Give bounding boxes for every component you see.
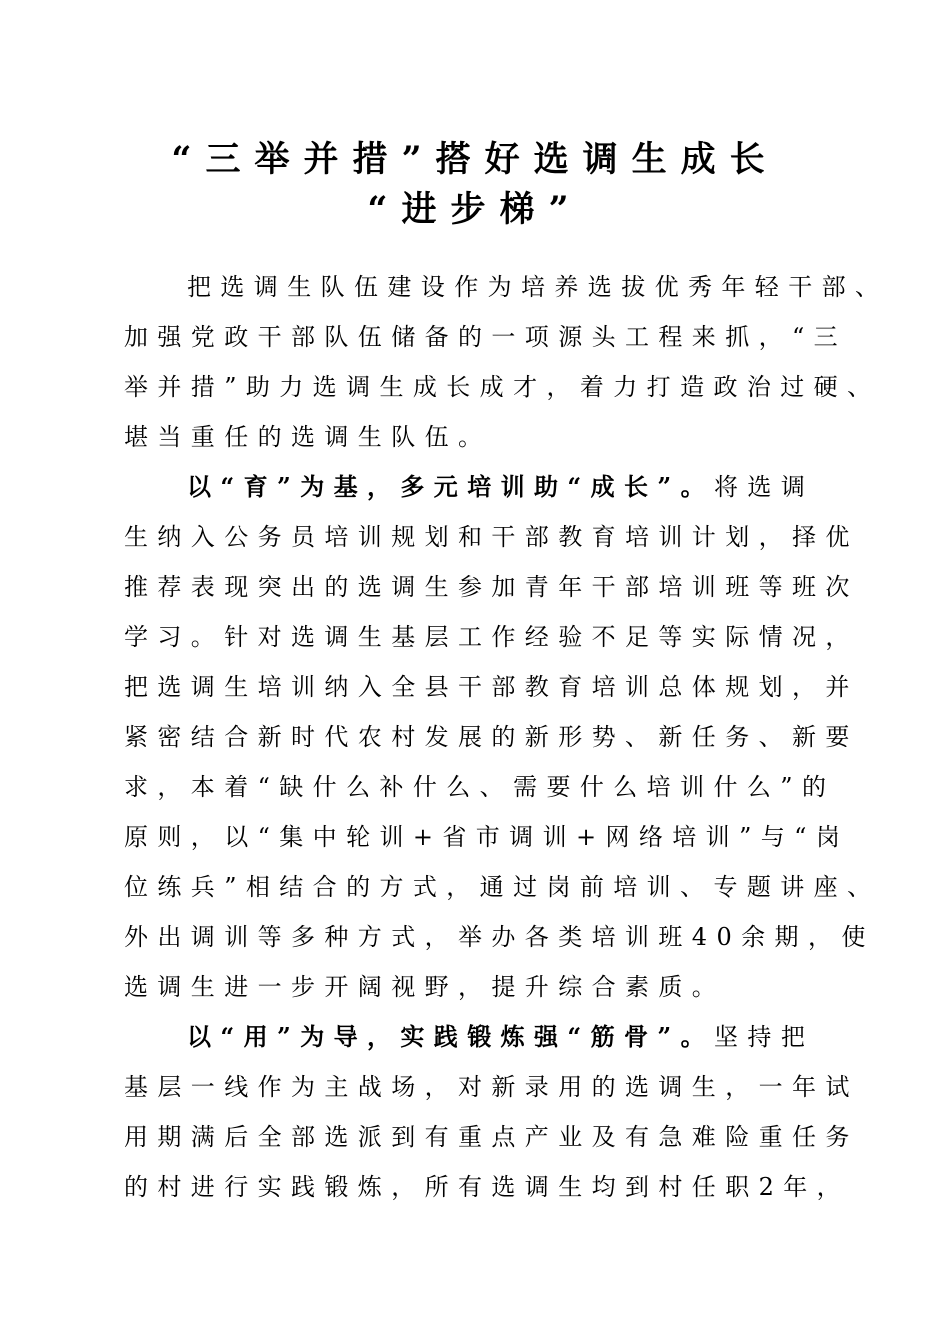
section1-line-6: 紧密结合新时代农村发展的新形势、新任务、新要 (124, 723, 859, 751)
section1-line-4: 学习。针对选调生基层工作经验不足等实际情况， (124, 623, 859, 651)
section1-first-line (187, 472, 814, 502)
section2-line-2: 基层一线作为主战场，对新录用的选调生，一年试 (124, 1073, 859, 1101)
intro-line-2: 加强党政干部队伍储备的一项源头工程来抓，“三 (124, 323, 848, 351)
section1-line-11: 选调生进一步开阔视野，提升综合素质。 (124, 973, 726, 1001)
section2-first-line-rest: 坚持把 (714, 1023, 815, 1051)
section1-line-3: 推荐表现突出的选调生参加青年干部培训班等班次 (124, 573, 859, 601)
article-title-line-1: “三举并措”搭好选调生成长 (171, 139, 779, 180)
section1-heading: 以“育”为基，多元培训助“成长”。 (187, 472, 715, 501)
section1-line-5: 把选调生培训纳入全县干部教育培训总体规划，并 (124, 673, 859, 701)
section1-line-7: 求，本着“缺什么补什么、需要什么培训什么”的 (124, 773, 836, 801)
intro-line-3: 举并措”助力选调生成长成才，着力打造政治过硬、 (124, 373, 881, 401)
section1-line-10: 外出调训等多种方式，举办各类培训班40余期，使 (124, 923, 875, 951)
section1-line-8: 原则，以“集中轮训+省市调训+网络培训”与“岗 (124, 823, 850, 851)
section2-line-3: 用期满后全部选派到有重点产业及有急难险重任务 (124, 1123, 859, 1151)
section1-first-line-rest: 将选调 (714, 473, 815, 501)
section1-line-2: 生纳入公务员培训规划和干部教育培训计划，择优 (124, 523, 859, 551)
section2-first-line (187, 1022, 814, 1052)
section2-line-4: 的村进行实践锻炼，所有选调生均到村任职2年， (124, 1173, 851, 1201)
section2-heading: 以“用”为导，实践锻炼强“筋骨”。 (187, 1022, 715, 1051)
article-title-line-2: “进步梯” (367, 189, 583, 230)
section1-line-9: 位练兵”相结合的方式，通过岗前培训、专题讲座、 (124, 873, 881, 901)
intro-line-4: 堪当重任的选调生队伍。 (124, 423, 492, 451)
intro-line-1: 把选调生队伍建设作为培养选拔优秀年轻干部、 (187, 273, 889, 301)
